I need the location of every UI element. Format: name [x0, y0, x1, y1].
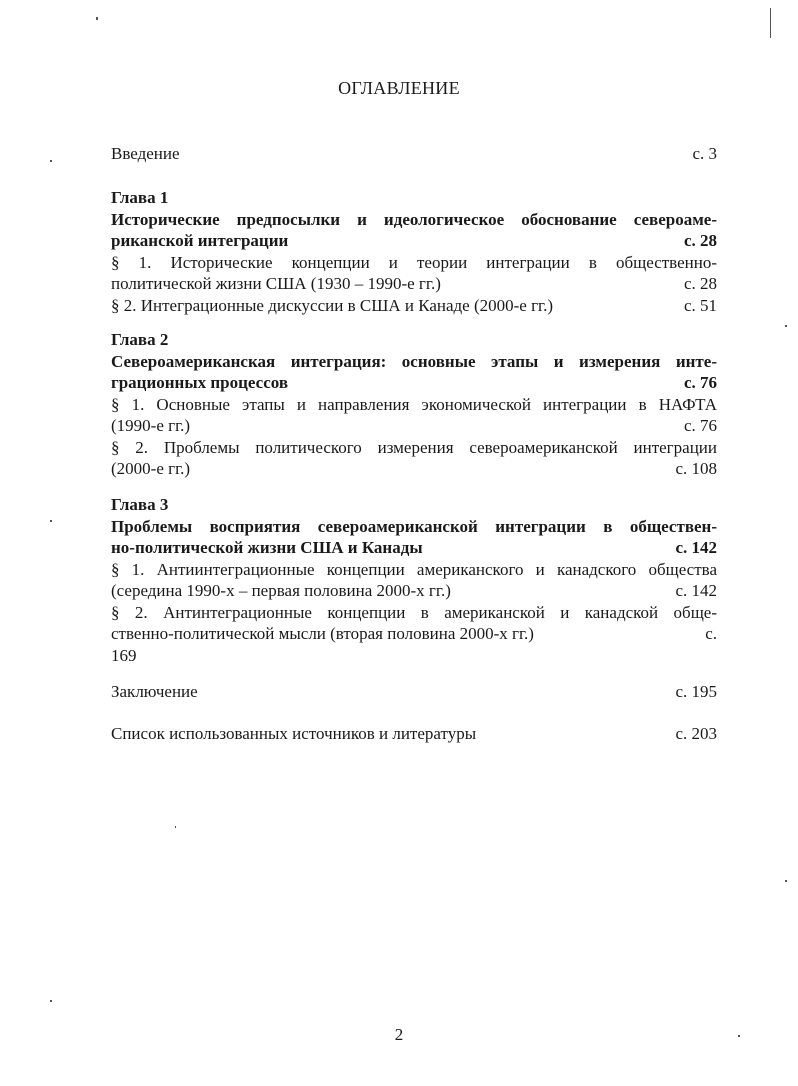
chapter-3-section-1-page: с. 142 [675, 581, 717, 600]
chapter-3-title-line-2: но-политической жизни США и Канады [111, 538, 423, 557]
scan-speck [738, 1035, 740, 1037]
scan-speck [785, 325, 787, 327]
toc-chapter-2 [111, 329, 717, 480]
chapter-3-section-2-line-1: § 2. Антинтеграционные концепции в американской и канадской обще- [111, 602, 717, 622]
chapter-2-section-1-line-1: § 1. Основные этапы и направления экономической интеграции в НАФТА [111, 394, 717, 414]
page-number: 2 [394, 1025, 404, 1044]
toc-chapter-1 [111, 187, 717, 316]
toc-sources [111, 723, 717, 745]
chapter-1-title-page: с. 28 [683, 231, 717, 250]
scan-speck [785, 880, 787, 882]
chapter-1-title-line-1: Исторические предпосылки и идеологическое обоснование североаме- [111, 209, 717, 229]
toc-intro-page: с. 3 [692, 144, 717, 163]
chapter-1-section-1-line-1: § 1. Исторические концепции и теории интеграции в общественно- [111, 252, 717, 272]
toc-sources-page: с. 203 [675, 724, 717, 743]
toc-conclusion-page: с. 195 [675, 682, 717, 701]
chapter-3-section-2-page-prefix: с. [705, 624, 717, 643]
toc-conclusion-label: Заключение [111, 682, 198, 701]
chapter-3-section-2-page-number: 169 [111, 645, 137, 665]
chapter-2-section-2-line-1: § 2. Проблемы политического измерения североамериканской интеграции [111, 437, 717, 457]
chapter-1-title-line-2: риканской интеграции [111, 231, 289, 250]
chapter-3-heading: Глава 3 [111, 495, 169, 514]
chapter-1-section-1-line-2: политической жизни США (1930 – 1990-е гг.) [111, 274, 441, 293]
scan-speck [175, 826, 176, 828]
scan-speck [50, 520, 52, 522]
chapter-2-section-2-line-2: (2000-е гг.) [111, 459, 191, 478]
toc-conclusion [111, 681, 717, 703]
toc-intro [111, 143, 717, 165]
toc-chapter-3 [111, 494, 717, 666]
scan-edge-mark [770, 8, 771, 38]
toc-intro-label: Введение [111, 144, 180, 163]
chapter-1-section-2-page: с. 51 [683, 295, 717, 315]
chapter-2-title-line-2: грационных процессов [111, 373, 289, 392]
chapter-3-title-line-1: Проблемы восприятия североамериканской интеграции в обществен- [111, 516, 717, 536]
chapter-3-title-page: с. 142 [675, 538, 717, 557]
chapter-3-section-1-line-2: (середина 1990-х – первая половина 2000-х гг.) [111, 581, 451, 600]
chapter-1-section-1-page: с. 28 [683, 274, 717, 293]
scan-speck [96, 17, 98, 20]
page-title: ОГЛАВЛЕНИЕ [338, 78, 460, 98]
toc-sources-label: Список использованных источников и литературы [111, 724, 477, 743]
chapter-2-section-1-line-2: (1990-е гг.) [111, 416, 191, 435]
chapter-2-section-2-page: с. 108 [675, 459, 717, 478]
chapter-3-section-2-line-2: ственно-политической мысли (вторая половина 2000-х гг.) [111, 624, 534, 643]
chapter-3-section-1-line-1: § 1. Антиинтеграционные концепции американского и канадского общества [111, 559, 717, 579]
chapter-2-title-line-1: Североамериканская интеграция: основные этапы и измерения инте- [111, 351, 717, 371]
chapter-2-heading: Глава 2 [111, 330, 169, 349]
scan-speck [50, 1000, 52, 1002]
scan-speck [50, 160, 52, 162]
chapter-1-section-2-line-1: § 2. Интеграционные дискуссии в США и Канаде (2000-е гг.) [111, 295, 554, 315]
chapter-1-heading: Глава 1 [111, 188, 169, 207]
chapter-2-section-1-page: с. 76 [683, 416, 717, 435]
chapter-2-title-page: с. 76 [683, 373, 717, 392]
